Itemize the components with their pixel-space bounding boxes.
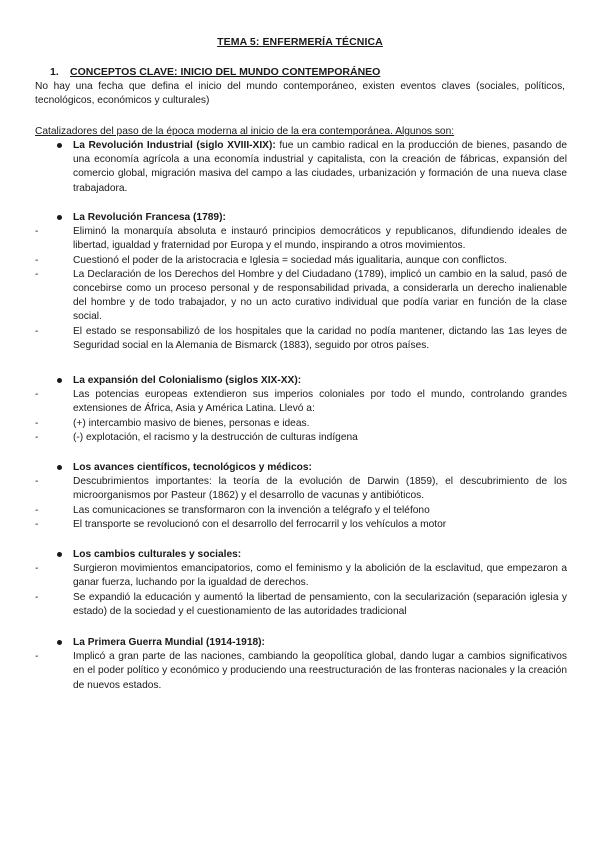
section-scientific-advances bbox=[35, 461, 567, 532]
document-title: TEMA 5: ENFERMERÍA TÉCNICA bbox=[217, 36, 383, 48]
list-item bbox=[35, 417, 567, 431]
bullet-item bbox=[35, 636, 567, 650]
bullet-heading: Los avances científicos, tecnológicos y médicos: bbox=[73, 462, 312, 473]
bullet-heading: Los cambios culturales y sociales: bbox=[73, 549, 242, 560]
list-item bbox=[35, 562, 567, 590]
list-item bbox=[35, 431, 567, 445]
list-item-text: (+) intercambio masivo de bienes, personas e ideas. bbox=[73, 417, 310, 429]
bullet-icon bbox=[57, 378, 62, 383]
section-number: 1. bbox=[50, 66, 59, 78]
bullet-icon bbox=[57, 143, 62, 148]
section-industrial-revolution bbox=[35, 139, 567, 196]
dash-marker: - bbox=[35, 417, 39, 429]
list-item-text: El transporte se revolucionó con el desarrollo del ferrocarril y los vehículos a motor bbox=[73, 518, 447, 530]
list-item bbox=[35, 325, 567, 353]
section-french-revolution bbox=[35, 211, 567, 353]
list-item bbox=[35, 225, 567, 253]
bullet-item bbox=[35, 211, 567, 225]
dash-marker: - bbox=[35, 563, 39, 575]
bullet-icon bbox=[57, 552, 62, 557]
dash-marker: - bbox=[35, 268, 39, 280]
list-item bbox=[35, 388, 567, 416]
section-world-war-one bbox=[35, 636, 567, 693]
list-item-text: Se expandió la educación y aumentó la libertad de pensamiento, con la secularización (separación iglesia y estado) de la sociedad y el cuestionamiento de las autoridades tradicional bbox=[73, 591, 567, 617]
bullet-icon bbox=[57, 215, 62, 220]
section-heading-text: CONCEPTOS CLAVE: INICIO DEL MUNDO CONTEMPORÁNEO bbox=[70, 66, 381, 78]
bullet-item bbox=[35, 139, 567, 196]
dash-marker: - bbox=[35, 226, 39, 238]
dash-marker: - bbox=[35, 254, 39, 266]
list-item-text: Las comunicaciones se transformaron con la invención a telégrafo y el teléfono bbox=[73, 504, 430, 516]
catalysts-heading: Catalizadores del paso de la época moderna al inicio de la era contemporánea. Algunos son: bbox=[35, 126, 455, 137]
list-item-text: Cuestionó el poder de la aristocracia e Iglesia = sociedad más igualitaria, aunque con conflictos. bbox=[73, 254, 508, 266]
list-item-text: La Declaración de los Derechos del Hombre y del Ciudadano (1789), implicó un cambio en la salud, pasó de concebirse como un proceso personal y de responsabilidad privada, a considerarla un derecho inalienable del hombre y de todo trabajador, y no un acto curativo individual que podía variar en función de la clase social. bbox=[73, 268, 567, 323]
list-item-text: Implicó a gran parte de las naciones, cambiando la geopolítica global, dando lugar a cambios significativos en el poder político y económico y produciendo una reestructuración de las fronteras nacionales y la creación de nuevos estados. bbox=[73, 651, 567, 691]
bullet-item bbox=[35, 548, 567, 562]
dash-marker: - bbox=[35, 591, 39, 603]
list-item-text: Surgieron movimientos emancipatorios, como el feminismo y la abolición de la esclavitud, que empezaron a ganar fuerza, luchando por la igualdad de derechos. bbox=[73, 563, 567, 589]
bullet-heading: La Revolución Industrial (siglo XVIII-XIX): bbox=[73, 140, 276, 151]
dash-marker: - bbox=[35, 431, 39, 443]
list-item bbox=[35, 254, 567, 268]
dash-marker: - bbox=[35, 476, 39, 488]
list-item bbox=[35, 650, 567, 693]
list-item-text: Las potencias europeas extendieron sus imperios coloniales por todo el mundo, controlando grandes extensiones de África, Asia y América Latina. Llevó a: bbox=[73, 389, 567, 415]
dash-marker: - bbox=[35, 651, 39, 663]
dash-marker: - bbox=[35, 389, 39, 401]
dash-marker: - bbox=[35, 518, 39, 530]
list-item bbox=[35, 518, 567, 532]
section-colonialism bbox=[35, 374, 567, 445]
bullet-icon bbox=[57, 465, 62, 470]
bullet-heading: La Revolución Francesa (1789): bbox=[73, 212, 226, 223]
bullet-icon bbox=[57, 640, 62, 645]
dash-marker: - bbox=[35, 325, 39, 337]
list-item-text: (-) explotación, el racismo y la destrucción de culturas indígena bbox=[73, 431, 358, 443]
intro-paragraph: No hay una fecha que defina el inicio del mundo contemporáneo, existen eventos claves (sociales, políticos, tecnológicos, económicos y culturales) bbox=[35, 81, 565, 107]
bullet-item bbox=[35, 461, 567, 475]
list-item-text: Descubrimientos importantes: la teoría de la evolución de Darwin (1859), el descubrimiento de los microorganismos por Pasteur (1862) y el desarrollo de vacunas y antibióticos. bbox=[73, 476, 567, 502]
list-item-text: El estado se responsabilizó de los hospitales que la caridad no podía mantener, dictando las 1as leyes de Seguridad social en la Alemania de Bismarck (1883), seguido por otros países. bbox=[73, 325, 567, 351]
dash-marker: - bbox=[35, 504, 39, 516]
list-item bbox=[35, 504, 567, 518]
list-item-text: Eliminó la monarquía absoluta e instauró principios democráticos y republicanos, difundiendo ideales de libertad, igualdad y fraternidad por Europa y el mundo, inspirando a otros movimientos. bbox=[73, 226, 567, 252]
bullet-item bbox=[35, 374, 567, 388]
list-item bbox=[35, 268, 567, 325]
list-item bbox=[35, 475, 567, 503]
section-heading bbox=[50, 66, 380, 78]
list-item bbox=[35, 591, 567, 619]
bullet-text: fue un cambio radical en la producción de bienes, pasando de una economía agrícola a una economía industrial y capitalista, con la creación de fábricas, expansión del comercio global, migración masiva del campo a las ciudades, urbanización y formación de una nueva clase trabajadora. bbox=[73, 140, 567, 194]
section-cultural-changes bbox=[35, 548, 567, 619]
bullet-heading: La expansión del Colonialismo (siglos XIX-XX): bbox=[73, 375, 302, 386]
bullet-heading: La Primera Guerra Mundial (1914-1918): bbox=[73, 637, 265, 648]
